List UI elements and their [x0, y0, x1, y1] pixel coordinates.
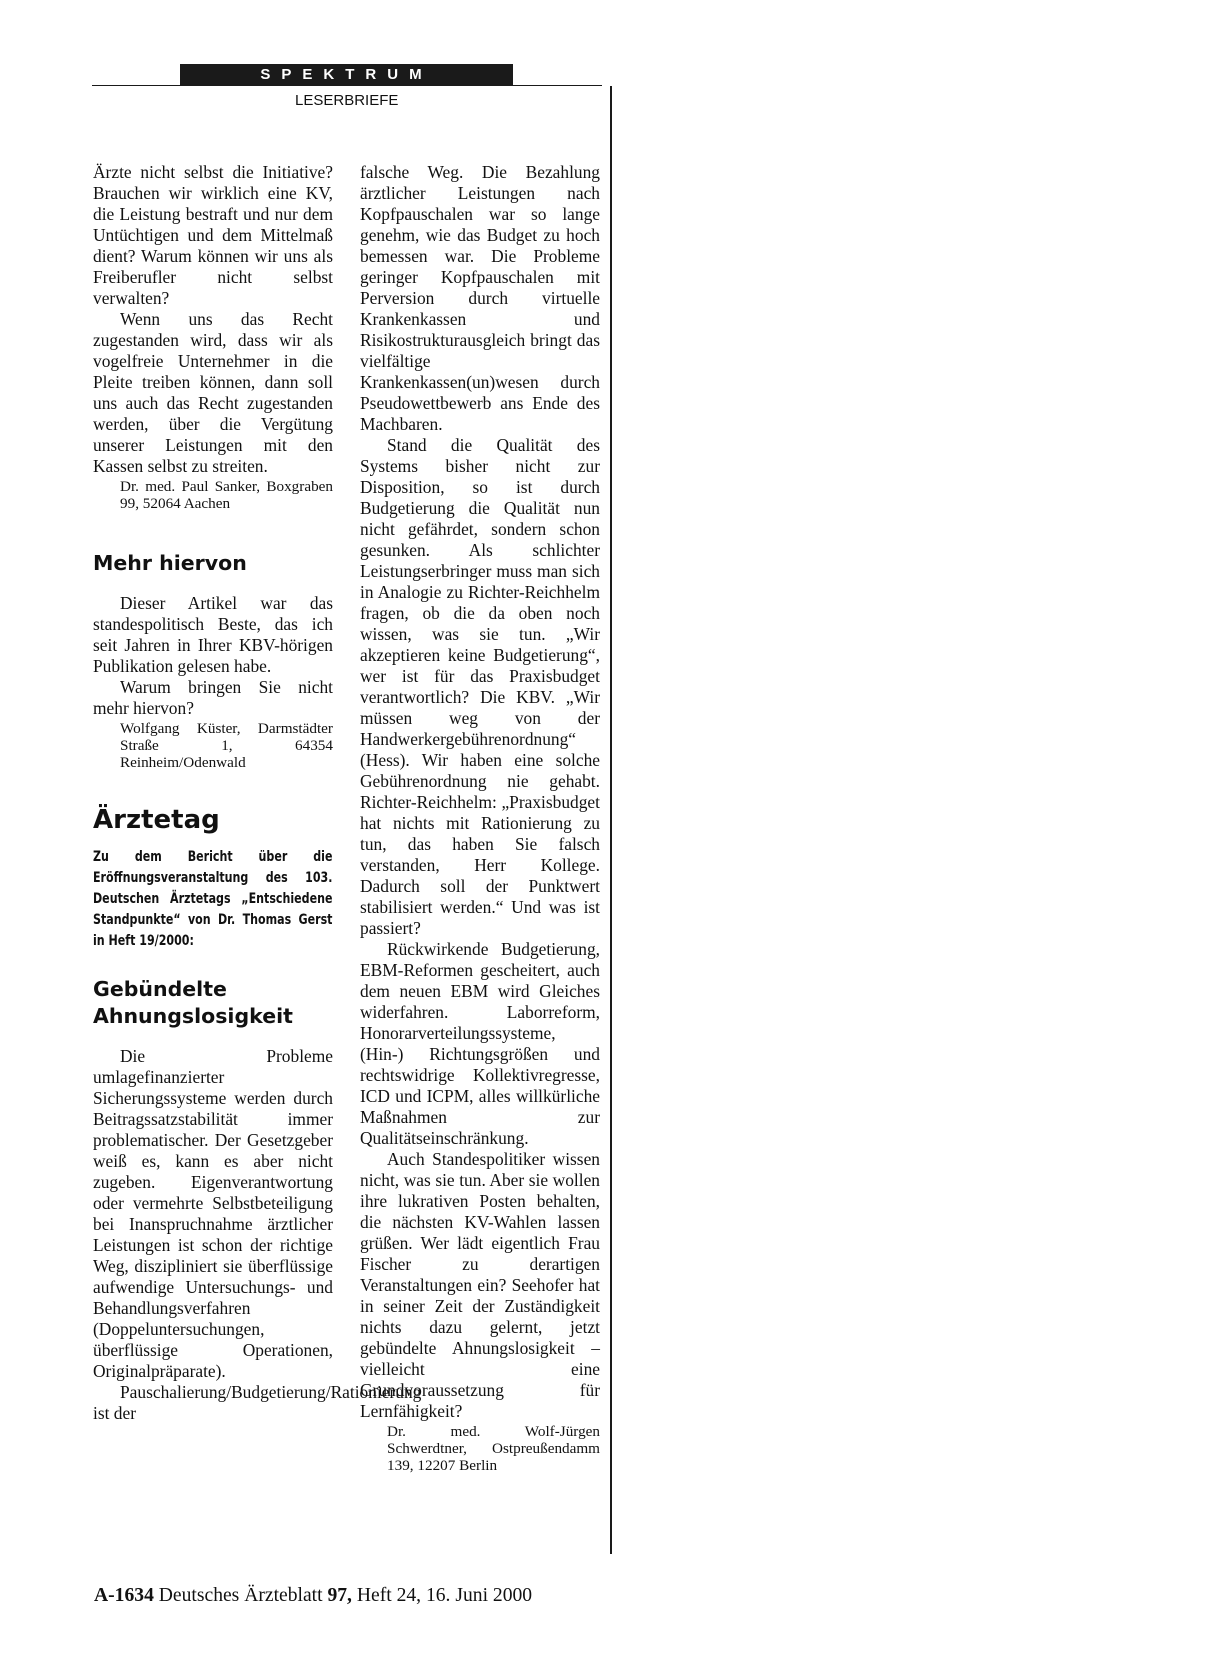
section-banner: SPEKTRUM: [180, 64, 513, 85]
journal-issue: Heft 24, 16. Juni 2000: [356, 1585, 533, 1606]
section-label: LESERBRIEFE: [295, 92, 399, 109]
right-paragraph-4: Auch Standespolitiker wissen nicht, was sie tun. Aber sie wollen ihre lukrativen Posten behalten, die nächsten KV-Wahlen lassen grüßen. Wer lädt eigentlich Frau Fischer zu derartigen Veranstaltungen ein? Seehofer hat in seiner Zeit der Zuständigkeit nichts dazu gelernt, jetzt gebündelte Ahnungslosigkeit – vielleicht eine Grundvoraussetzung für Lernfähigkeit?: [360, 1149, 600, 1421]
heading-gebuendelte-1: Gebündelte: [93, 977, 227, 1001]
heading-aerztetag: Ärztetag: [93, 805, 220, 835]
right-column: [360, 162, 600, 1474]
letter-signature-2: Wolfgang Küster, Darmstädter Straße 1, 64354 Reinheim/Odenwald: [120, 720, 333, 771]
left-paragraph-1: Ärzte nicht selbst die Initiative? Brauchen wir wirklich eine KV, die Leistung bestraft und nur dem Untüchtigen und dem Mittelmaß dient? Warum können wir uns als Freiberufler nicht selbst verwalten?: [93, 162, 333, 308]
right-paragraph-3: Rückwirkende Budgetierung, EBM-Reformen gescheitert, auch dem neuen EBM wird Gleiches widerfahren. Laborreform, Honorarverteilungssysteme, (Hin-) Richtungsgrößen und rechtswidrige Kollektivregresse, ICD und ICPM, alles willkürliche Maßnahmen zur Qualitätseinschränkung.: [360, 939, 600, 1148]
header-rule: [92, 85, 602, 86]
left-paragraph-3: Dieser Artikel war das standespolitisch Beste, das ich seit Jahren in Ihrer KBV-hörigen Publikation gelesen habe.: [93, 593, 333, 676]
topic-intro: Zu dem Bericht über die Eröffnungsveranstaltung des 103. Deutschen Ärztetags „Entschiedene Standpunkte“ von Dr. Thomas Gerst in Heft 19/2000:: [93, 849, 333, 949]
journal-name: Deutsches Ärzteblatt: [158, 1585, 323, 1606]
right-paragraph-1: falsche Weg. Die Bezahlung ärztlicher Leistungen nach Kopfpauschalen war so lange genehm, wie das Budget zu hoch bemessen war. Die Probleme geringer Kopfpauschalen mit Perversion durch virtuelle Krankenkassen und Risikostrukturausgleich bringt das vielfältige Krankenkassen(un)wesen durch Pseudowettbewerb ans Ende des Machbaren.: [360, 162, 600, 434]
page-number: A-1634: [94, 1585, 154, 1606]
left-column: [93, 162, 422, 1424]
heading-mehr-hiervon: Mehr hiervon: [93, 551, 247, 575]
letter-signature-1: Dr. med. Paul Sanker, Boxgraben 99, 52064 Aachen: [120, 478, 333, 512]
left-paragraph-6: Pauschalierung/Budgetierung/Rationierung ist der: [93, 1382, 422, 1423]
left-paragraph-2: Wenn uns das Recht zugestanden wird, dass wir als vogelfreie Unternehmer in die Pleite treiben können, dann soll uns auch das Recht zugestanden werden, über die Vergütung unserer Leistungen mit den Kassen selbst zu streiten.: [93, 309, 333, 476]
right-paragraph-2: Stand die Qualität des Systems bisher nicht zur Disposition, so ist durch Budgetierung die Qualität nun nicht gefährdet, sondern schon gesunken. Als schlichter Leistungserbringer muss man sich in Analogie zu Richter-Reichhelm fragen, ob die da oben noch wissen, was sie tun. „Wir akzeptieren keine Budgetierung“, wer ist für das Praxisbudget verantwortlich? Die KBV. „Wir müssen weg von der Handwerkergebührenordnung“ (Hess). Wir haben eine solche Gebührenordnung nie gehabt. Richter-Reichhelm: „Praxisbudget hat nichts mit Rationierung zu tun, das haben Sie falsch verstanden, Herr Kollege. Dadurch soll der Punktwert stabilisiert werden.“ Und was ist passiert?: [360, 435, 600, 938]
column-divider-rule: [610, 86, 612, 1554]
left-paragraph-4: Warum bringen Sie nicht mehr hiervon?: [93, 677, 333, 718]
heading-gebuendelte-2: Ahnungslosigkeit: [93, 1004, 293, 1028]
left-paragraph-5: Die Probleme umlagefinanzierter Sicherungssysteme werden durch Beitragssatzstabilität immer problematischer. Der Gesetzgeber weiß es, kann es aber nicht zugeben. Eigenverantwortung oder vermehrte Selbstbeteiligung bei Inanspruchnahme ärztlicher Leistungen ist schon der richtige Weg, diszipliniert sie überflüssige aufwendige Untersuchungs- und Behandlungsverfahren (Doppeluntersuchungen, überflüssige Operationen, Originalpräparate).: [93, 1046, 333, 1381]
page-footer: [94, 1585, 532, 1607]
letter-signature-3: Dr. med. Wolf-Jürgen Schwerdtner, Ostpreußendamm 139, 12207 Berlin: [387, 1423, 600, 1474]
journal-volume: 97,: [327, 1585, 352, 1606]
